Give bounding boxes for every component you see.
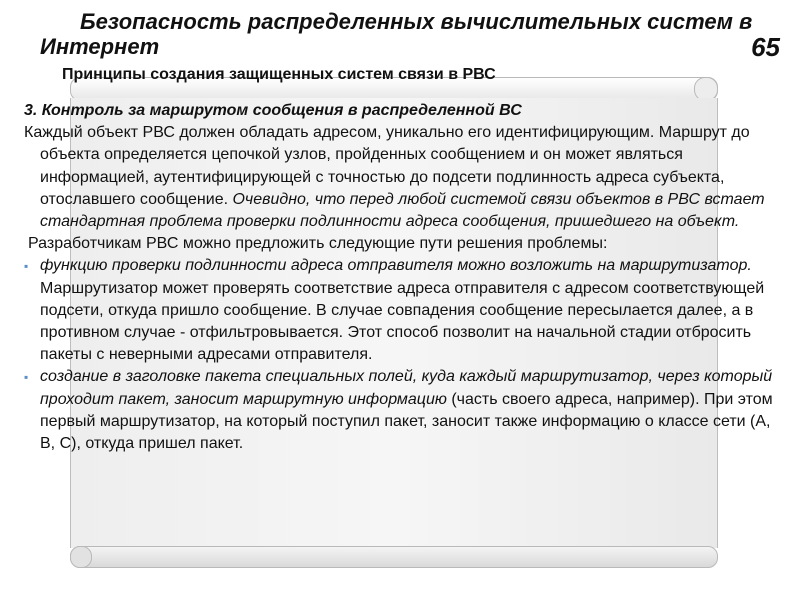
list-item-emphasis: создание в заголовке пакета специальных полей, куда каждый маршрутизатор, через который проходит пакет, заносит маршрутную информацию: [40, 368, 773, 408]
list-item: [24, 366, 780, 455]
bullet-icon: ▪: [24, 370, 29, 385]
title-line-1: Безопасность распределенных вычислительных систем в: [80, 9, 753, 34]
slide-title: [0, 0, 800, 64]
paragraph-1-text: Каждый объект РВС должен обладать адресом, уникально его идентифицирующим. Маршрут до объекта определяется цепочкой узлов, пройденных сообщением и он может являться информацией, аутентифицирующей с точностью до подсети подлинность адреса субъекта, отославшего сообщение.: [24, 124, 750, 208]
bullet-icon: ▪: [24, 259, 29, 274]
slide-content: [24, 100, 780, 455]
scroll-bottom-roll: [70, 546, 718, 568]
paragraph-1: [24, 122, 780, 233]
section-heading: 3. Контроль за маршрутом сообщения в распределенной ВС: [24, 102, 522, 119]
list-item: [24, 255, 780, 366]
slide-subtitle: Принципы создания защищенных систем связи в РВС: [62, 66, 496, 83]
list-item-emphasis: функцию проверки подлинности адреса отправителя можно возложить на маршрутизатор.: [40, 257, 752, 275]
list-item-text: (часть своего адреса, например). При этом первый маршрутизатор, на который поступил пакет, заносит также информацию о классе сети (А, В, С), откуда пришел пакет.: [40, 390, 773, 453]
page-number: 65: [751, 32, 780, 62]
list-item-text: Маршрутизатор может проверять соответствие адреса отправителя с адресом соответствующей подсети, откуда пришло сообщение. В случае совпадения сообщение пересылается далее, а в противном случае - отфильтровывается. Этот способ позволит на начальной стадии отбросить пакеты с неверными адресами отправителя.: [40, 279, 765, 364]
scroll-bottom-curl: [70, 546, 92, 568]
title-line-2: Интернет: [40, 34, 160, 59]
paragraph-1-emphasis: Очевидно, что перед любой системой связи объектов в РВС встает стандартная проблема проверки подлинности адреса сообщения, пришедшего на объект.: [40, 190, 765, 231]
solutions-intro: Разработчикам РВС можно предложить следующие пути решения проблемы:: [28, 235, 608, 253]
